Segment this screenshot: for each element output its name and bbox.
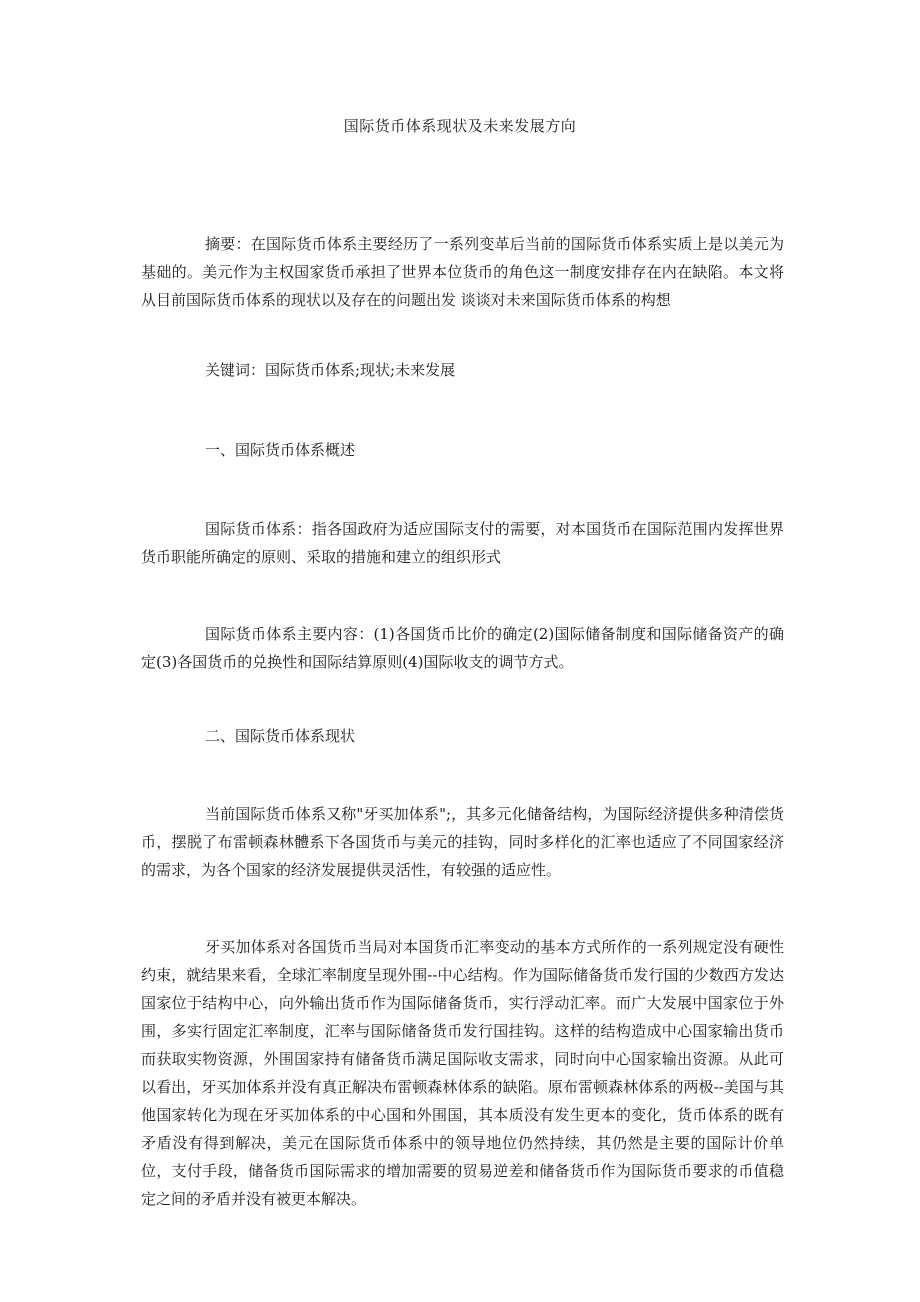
keywords-line: 关键词：国际货币体系;现状;未来发展	[205, 361, 456, 379]
section1-paragraph-definition: 国际货币体系：指各国政府为适应国际支付的需要，对本国货币在国际范围内发挥世界货币职能所确定的原则、采取的措施和建立的组织形式	[141, 520, 784, 566]
section1-paragraph-contents: 国际货币体系主要内容：(1)各国货币比价的确定(2)国际储备制度和国际储备资产的确定(3)各国货币的兑换性和国际结算原则(4)国际收支的调节方式。	[141, 625, 784, 671]
section1-heading: 一、国际货币体系概述	[205, 441, 356, 459]
document-title: 国际货币体系现状及未来发展方向	[343, 117, 577, 135]
section2-paragraph-current: 当前国际货币体系又称"牙买加体系";，其多元化储备结构，为国际经济提供多种清偿货币，摆脱了布雷顿森林體系下各国货币与美元的挂钩，同时多样化的汇率也适应了不同国家经济的需求，为各个国家的经济发展提供灵活性，有较强的适应性。	[141, 805, 784, 879]
section2-paragraph-jamaica: 牙买加体系对各国货币当局对本国货币汇率变动的基本方式所作的一系列规定没有硬性约束，就结果来看，全球汇率制度呈现外围--中心结构。作为国际储备货币发行国的少数西方发达国家位于结构中心，向外输出货币作为国际储备货币，实行浮动汇率。而广大发展中国家位于外围，多实行固定汇率制度，汇率与国际储备货币发行国挂钩。这样的结构造成中心国家输出货币而获取实物资源，外围国家持有储备货币满足国际收支需求，同时向中心国家输出资源。从此可以看出，牙买加体系并没有真正解决布雷顿森林体系的缺陷。原布雷顿森林体系的两极--美国与其他国家转化为现在牙买加体系的中心国和外围国，其本质没有发生更本的变化，货币体系的既有矛盾没有得到解决，美元在国际货币体系中的领导地位仍然持续，其仍然是主要的国际计价单位，支付手段，储备货币国际需求的增加需要的贸易逆差和储备货币作为国际货币要求的币值稳定之间的矛盾并没有被更本解决。	[141, 938, 784, 1208]
section2-heading: 二、国际货币体系现状	[205, 727, 356, 745]
abstract-paragraph: 摘要：在国际货币体系主要经历了一系列变革后当前的国际货币体系实质上是以美元为基础的。美元作为主权国家货币承担了世界本位货币的角色这一制度安排存在内在缺陷。本文将从目前国际货币体系的现状以及存在的问题出发 谈谈对未来国际货币体系的构想	[141, 235, 784, 309]
